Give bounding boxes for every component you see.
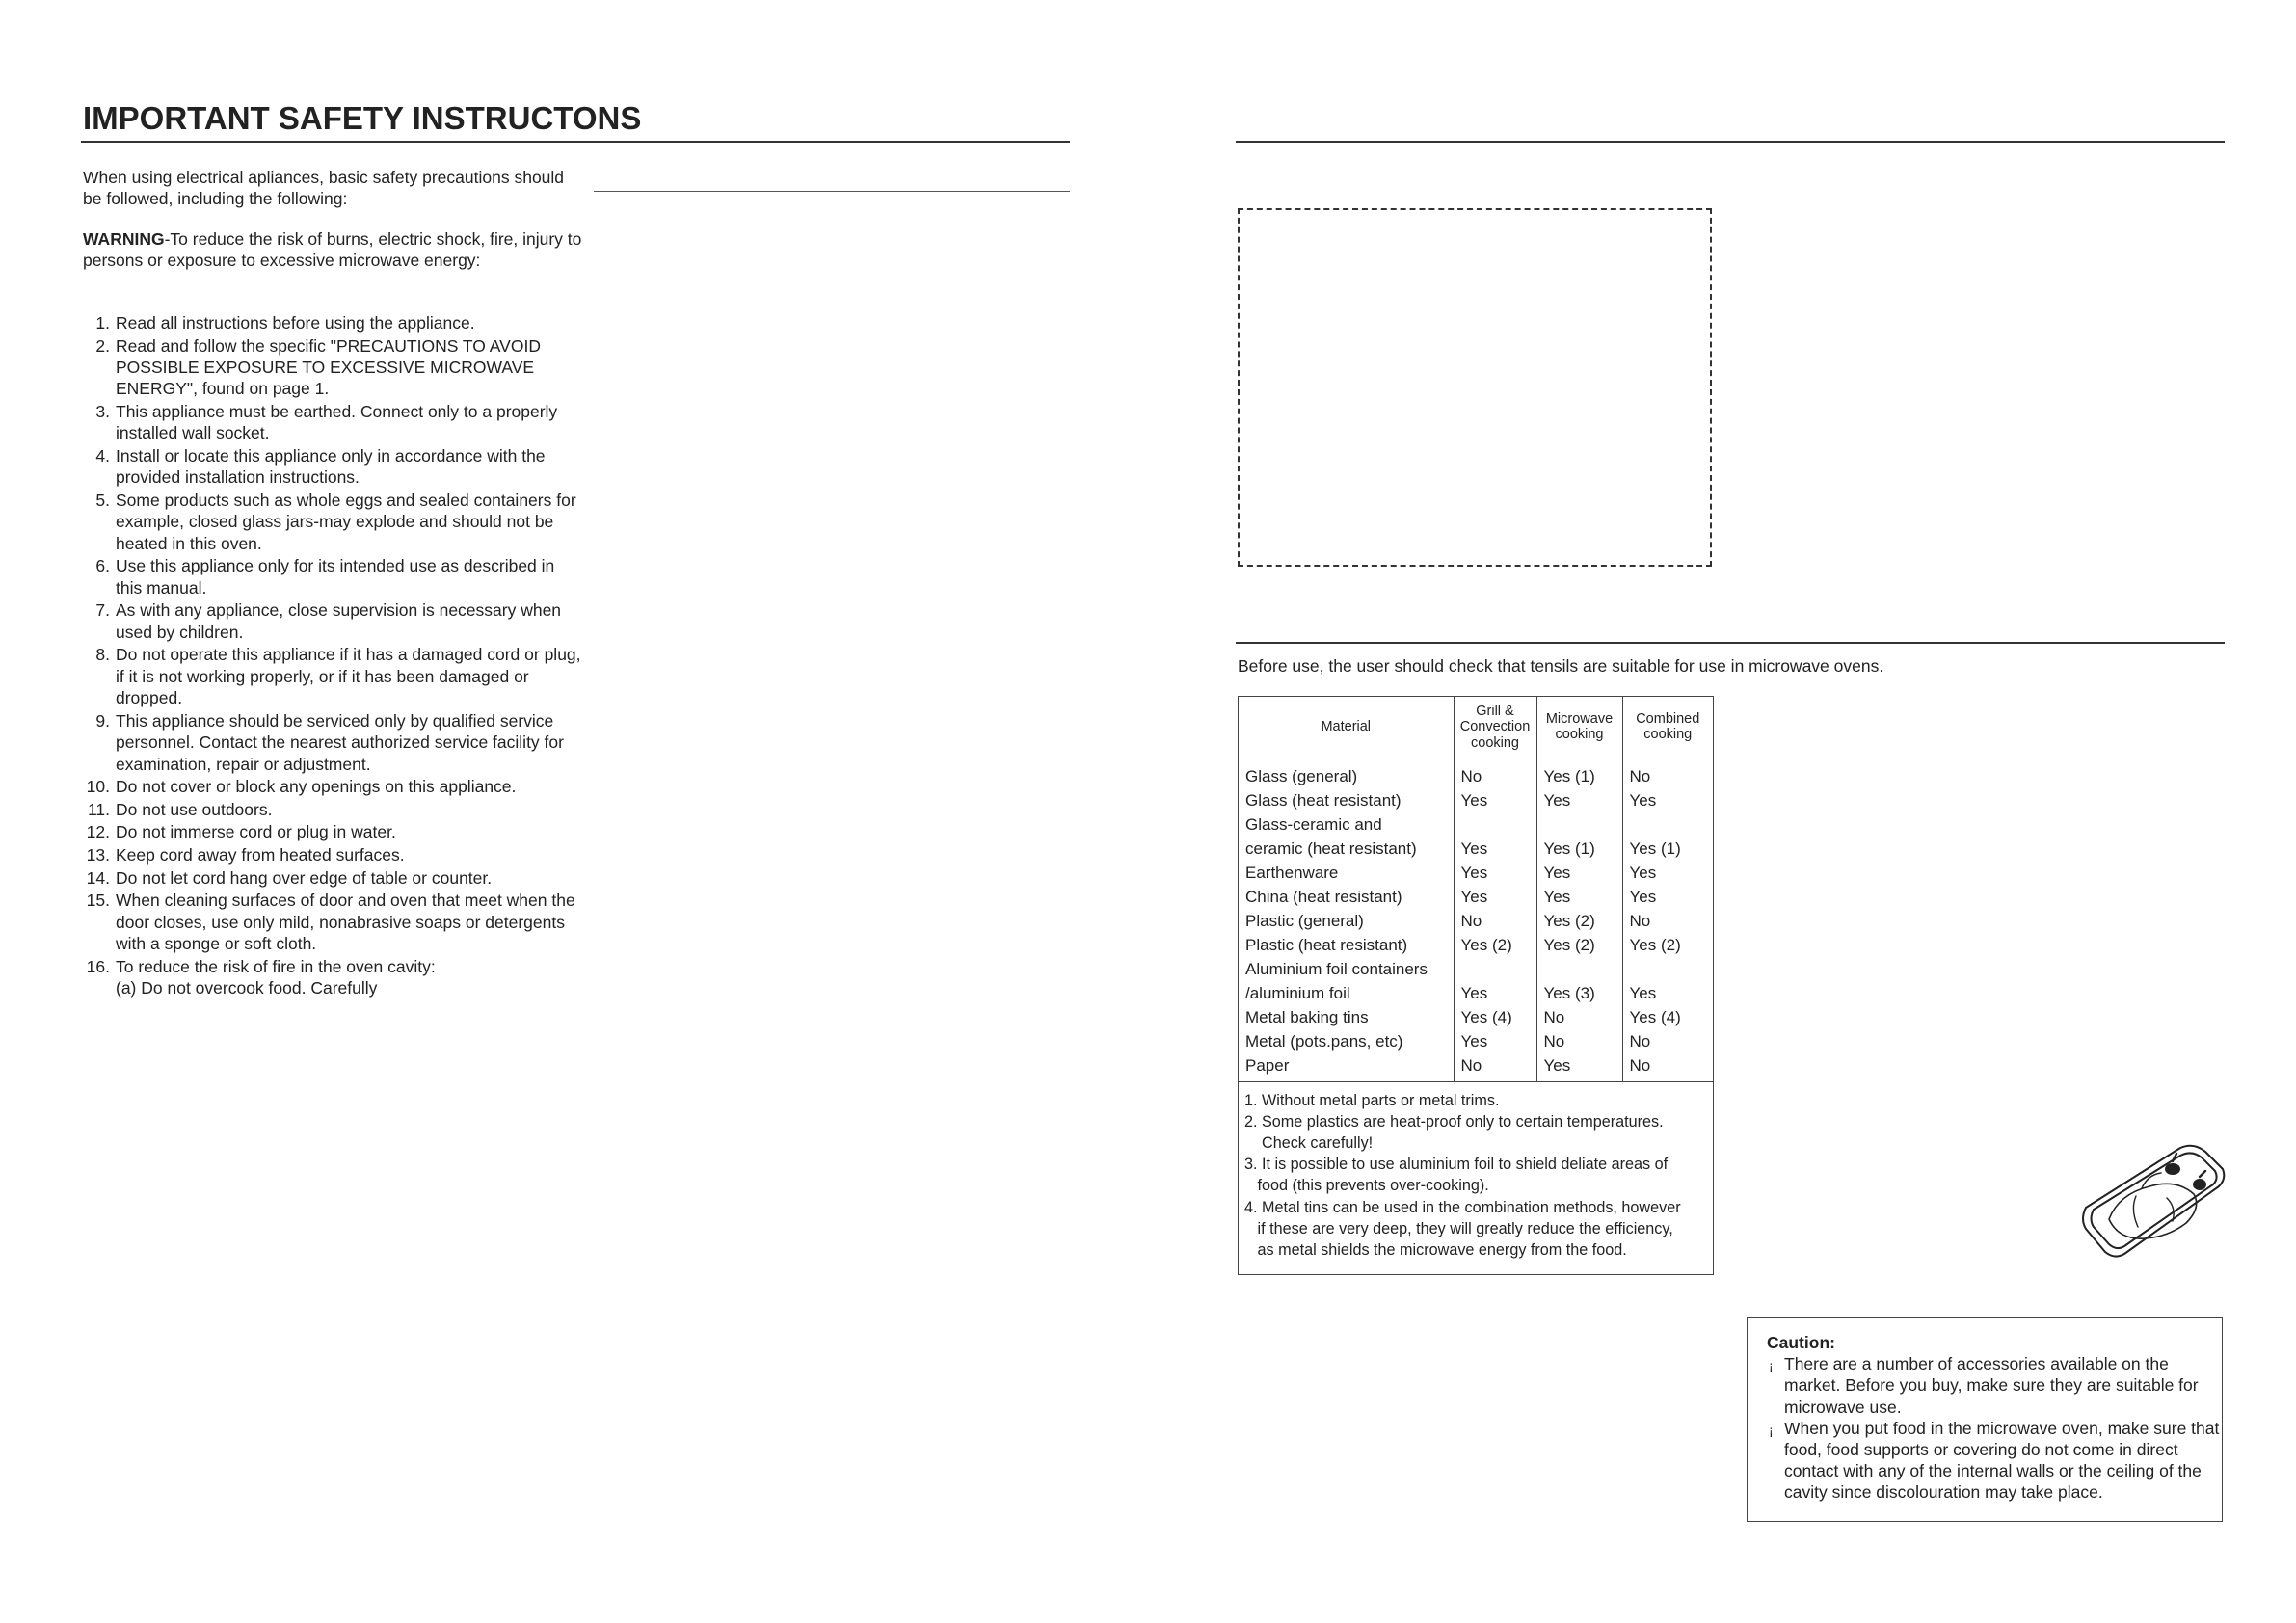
list-item: 11. Do not use outdoors. — [87, 799, 273, 819]
table-row: ceramic (heat resistant) Yes Yes (1) Yes (1) — [1239, 835, 1713, 859]
list-item: 4. Install or locate this appliance only in accordance with the provided installation instructions. — [95, 446, 546, 488]
note-item: 1. Without metal parts or metal trims. — [1244, 1091, 1500, 1109]
table-row: Plastic (general) No Yes (2) No — [1239, 907, 1713, 931]
warning-label: WARNING — [83, 229, 165, 249]
list-item: 2. Read and follow the specific "PRECAUTIONS TO AVOID POSSIBLE EXPOSURE TO EXCESSIVE MICROWAVE ENERGY", found on page 1. — [95, 335, 541, 399]
table-row: Glass (general) No Yes (1) No — [1239, 758, 1713, 786]
caution-box — [1747, 1317, 2223, 1522]
right-top-rule — [1236, 141, 2225, 143]
before-use-text: Before use, the user should check that tensils are suitable for use in microwave ovens. — [1238, 656, 1884, 676]
list-item: 7. As with any appliance, close supervision is necessary when used by children. — [95, 600, 562, 642]
list-item: 16. To reduce the risk of fire in the oven cavity: (a) Do not overcook food. Carefully — [83, 956, 584, 999]
header-grill-convection: Grill & Convection cooking — [1454, 697, 1536, 758]
warning-paragraph — [83, 228, 584, 271]
section-rule — [594, 191, 1070, 192]
table-row: China (heat resistant) Yes Yes Yes — [1239, 883, 1713, 907]
header-microwave: Microwave cooking — [1536, 697, 1622, 758]
table-header-row — [1239, 697, 1713, 758]
list-item: 1. Read all instructions before using the appliance. — [95, 313, 475, 333]
table-row: Paper No Yes No — [1239, 1051, 1713, 1081]
sub-item: (a) Do not overcook food. Carefully — [116, 978, 378, 998]
list-item: 6. Use this appliance only for its intended use as described in this manual. — [95, 556, 555, 598]
utensil-table — [1238, 696, 1714, 1275]
table-row: Glass (heat resistant) Yes Yes Yes — [1239, 786, 1713, 811]
list-item: 13. Keep cord away from heated surfaces. — [86, 845, 405, 865]
note-item: 4. Metal tins can be used in the combination methods, however if these are very deep, they will greatly reduce the efficiency, as metal shields the microwave energy from the food. — [1244, 1198, 1681, 1259]
list-item: 3. This appliance must be earthed. Connect only to a properly installed wall socket. — [95, 402, 558, 443]
list-item: 5. Some products such as whole eggs and sealed containers for example, closed glass jars-may explode and should not be heated in this oven. — [95, 491, 576, 553]
list-item: 14. Do not let cord hang over edge of table or counter. — [86, 867, 493, 888]
roast-chicken-dish-icon — [2080, 1140, 2227, 1262]
header-combined: Combined cooking — [1622, 697, 1713, 758]
intro-paragraph: When using electrical apliances, basic safety precautions should be followed, including the following: — [83, 168, 565, 208]
list-item: 12. Do not immerse cord or plug in water. — [86, 822, 396, 842]
table-row: Plastic (heat resistant) Yes (2) Yes (2) Yes (2) — [1239, 931, 1713, 955]
table-row: /aluminium foil Yes Yes (3) Yes — [1239, 979, 1713, 1003]
caution-label: Caution: — [1767, 1333, 1835, 1352]
table-row: Glass-ceramic and — [1239, 811, 1713, 835]
caution-item: ¡ When you put food in the microwave oven, make sure that food, food supports or covering do not come in direct contact with any of the internal walls or the ceiling of the cavity since discolouration may take place. — [1769, 1418, 2220, 1503]
list-item: 9. This appliance should be serviced only by qualified service personnel. Contact the nearest authorized service facility for examination, repair or adjustment. — [95, 710, 564, 774]
note-item: 3. It is possible to use aluminium foil to shield deliate areas of food (this prevents over-cooking). — [1244, 1156, 1669, 1195]
table-row: Metal baking tins Yes (4) No Yes (4) — [1239, 1003, 1713, 1027]
caution-item: ¡ There are a number of accessories available on the market. Before you buy, make sure they are suitable for microwave use. — [1769, 1354, 2199, 1417]
title-rule — [81, 141, 1070, 143]
header-material: Material — [1239, 697, 1454, 758]
table-notes — [1239, 1081, 1713, 1275]
right-section-rule — [1236, 642, 2225, 644]
safety-instructions-list — [83, 312, 584, 1000]
warning-text: -To reduce the risk of burns, electric shock, fire, injury to persons or exposure to excessive microwave energy: — [83, 229, 582, 270]
page-title: IMPORTANT SAFETY INSTRUCTONS — [83, 100, 642, 136]
note-item: 2. Some plastics are heat-proof only to certain temperatures. Check carefully! — [1244, 1112, 1664, 1152]
list-item: 15. When cleaning surfaces of door and oven that meet when the door closes, use only mild, nonabrasive soaps or detergents with a sponge or soft cloth. — [86, 891, 575, 953]
list-item: 8. Do not operate this appliance if it has a damaged cord or plug, if it is not working properly, or if it has been damaged or dropped. — [95, 645, 581, 708]
list-item: 10. Do not cover or block any openings on this appliance. — [86, 777, 517, 797]
table-row: Aluminium foil containers — [1239, 955, 1713, 979]
image-placeholder — [1238, 208, 1712, 567]
table-row: Metal (pots.pans, etc) Yes No No — [1239, 1027, 1713, 1051]
table-row: Earthenware Yes Yes Yes — [1239, 859, 1713, 883]
